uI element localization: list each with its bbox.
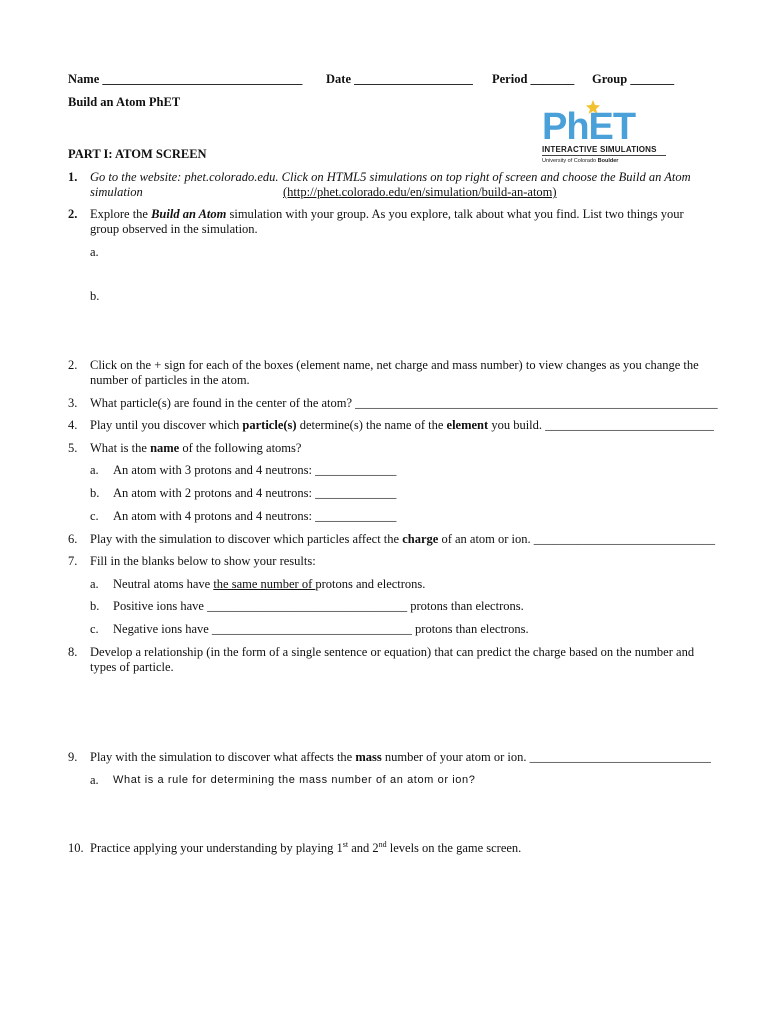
- q3-text: What particle(s) are found in the center of the atom? __________________________________________________________: [90, 396, 718, 410]
- q2a-text-line1: Explore the Build an Atom simulation with your group. As you explore, talk about what you find. List two things your: [90, 207, 684, 221]
- q4-number: 4.: [68, 418, 78, 432]
- q8-text-line1: Develop a relationship (in the form of a single sentence or equation) that can predict the charge based on the number and: [90, 645, 695, 659]
- phet-logo: [538, 100, 670, 168]
- q3-number: 3.: [68, 396, 78, 410]
- period-field-label: Period _______: [492, 72, 575, 86]
- q5-item-b-letter: b.: [90, 486, 100, 500]
- date-field-label: Date ___________________: [326, 72, 473, 86]
- q7-item-c-letter: c.: [90, 622, 99, 636]
- q10-number: 10.: [68, 841, 84, 855]
- q2a-text-line2: group observed in the simulation.: [90, 222, 258, 236]
- q5-number: 5.: [68, 441, 78, 455]
- logo-wordmark: PhET: [542, 106, 636, 148]
- q4-text: Play until you discover which particle(s) determine(s) the name of the element you build. ___________________________: [90, 418, 714, 432]
- q7-item-c-text: Negative ions have ________________________________ protons than electrons.: [113, 622, 529, 636]
- q8-number: 8.: [68, 645, 78, 659]
- q2b-text-line2: number of particles in the atom.: [90, 373, 250, 387]
- q6-number: 6.: [68, 532, 78, 546]
- q5-item-c-letter: c.: [90, 509, 99, 523]
- q1-text-line1: Go to the website: phet.colorado.edu. Click on HTML5 simulations on top right of screen and choose the Build an Atom: [90, 170, 691, 184]
- q5-item-a-letter: a.: [90, 463, 99, 477]
- q7-item-a-text: Neutral atoms have the same number of protons and electrons.: [113, 577, 426, 591]
- part1-heading: PART I: ATOM SCREEN: [68, 147, 207, 161]
- q7-number: 7.: [68, 554, 78, 568]
- group-field-label: Group _______: [592, 72, 675, 86]
- q7-item-a-letter: a.: [90, 577, 99, 591]
- q2a-option-a: a.: [90, 245, 99, 259]
- q7-text: Fill in the blanks below to show your results:: [90, 554, 316, 568]
- logo-divider: [542, 155, 666, 156]
- logo-subtitle: INTERACTIVE SIMULATIONS: [542, 145, 657, 154]
- document-title: Build an Atom PhET: [68, 95, 181, 109]
- q1-link[interactable]: (http://phet.colorado.edu/en/simulation/build-an-atom): [283, 185, 557, 199]
- q2b-number: 2.: [68, 358, 78, 372]
- name-field-label: Name ________________________________: [68, 72, 303, 86]
- q2a-option-b: b.: [90, 289, 100, 303]
- q7-item-b-letter: b.: [90, 599, 100, 613]
- q5-text: What is the name of the following atoms?: [90, 441, 302, 455]
- q10-text: Practice applying your understanding by playing 1st and 2nd levels on the game screen.: [90, 840, 522, 855]
- q5-item-b-text: An atom with 2 protons and 4 neutrons: _____________: [113, 486, 397, 500]
- q1-text-line2: simulation: [90, 185, 143, 199]
- q5-item-a-text: An atom with 3 protons and 4 neutrons: _____________: [113, 463, 397, 477]
- q9-item-a-letter: a.: [90, 773, 99, 787]
- q8-text-line2: types of particle.: [90, 660, 174, 674]
- q9-number: 9.: [68, 750, 78, 764]
- q6-text: Play with the simulation to discover which particles affect the charge of an atom or ion. _____________________________: [90, 532, 716, 546]
- q2a-number: 2.: [68, 207, 78, 221]
- q9-item-a-text: What is a rule for determining the mass number of an atom or ion?: [113, 774, 476, 786]
- q2b-text-line1: Click on the + sign for each of the boxes (element name, net charge and mass number) to view changes as you change the: [90, 358, 699, 372]
- logo-university: University of Colorado Boulder: [542, 158, 619, 164]
- q7-item-b-text: Positive ions have ________________________________ protons than electrons.: [113, 599, 524, 613]
- q9-text: Play with the simulation to discover what affects the mass number of your atom or ion. _____________________________: [90, 750, 711, 764]
- q5-item-c-text: An atom with 4 protons and 4 neutrons: _____________: [113, 509, 397, 523]
- q1-number: 1.: [68, 170, 78, 184]
